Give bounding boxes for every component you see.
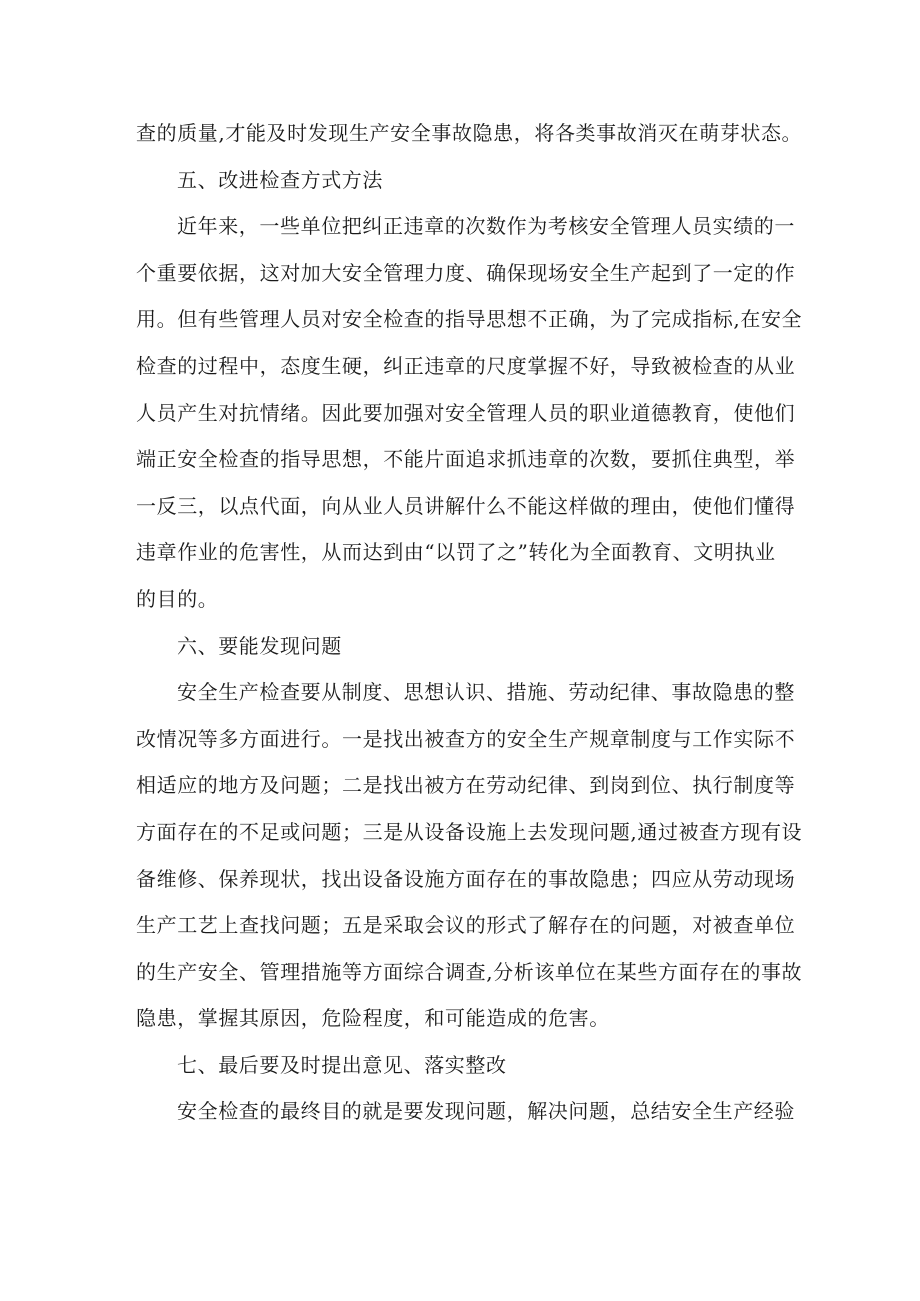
paragraph-line: 检查的过程中，态度生硬，纠正违章的尺度掌握不好，导致被检查的从业 [136,353,796,378]
paragraph-line: 备维修、保养现状，找出设备设施方面存在的事故隐患；四应从劳动现场 [136,866,796,891]
paragraph-line: 相适应的地方及问题；二是找出被方在劳动纪律、到岗到位、执行制度等 [136,773,796,798]
paragraph-line: 方面存在的不足或问题；三是从设备设施上去发现问题,通过被查方现有设 [136,819,803,844]
paragraph-line: 个重要依据，这对加大安全管理力度、确保现场安全生产起到了一定的作 [136,260,796,285]
document-body [136,110,803,1135]
section-heading-5: 五、改进检查方式方法 [177,167,383,192]
paragraph-line: 查的质量,才能及时发现生产安全事故隐患，将各类事故消灭在萌芽状态。 [136,121,803,145]
paragraph-line: 改情况等多方面进行。一是找出被查方的安全生产规章制度与工作实际不 [136,726,796,751]
paragraph-line: 安全检查的最终目的就是要发现问题，解决问题，总结安全生产经验 [177,1099,795,1124]
paragraph-line: 隐患，掌握其原因，危险程度，和可能造成的危害。 [136,1006,610,1031]
paragraph-line: 违章作业的危害性，从而达到由“以罚了之”转化为全面教育、文明执业 [136,540,776,565]
paragraph-line: 一反三，以点代面，向从业人员讲解什么不能这样做的理由，使他们懂得 [136,493,796,518]
paragraph-line: 安全生产检查要从制度、思想认识、措施、劳动纪律、事故隐患的整 [177,680,795,705]
paragraph-line: 的生产安全、管理措施等方面综合调查,分析该单位在某些方面存在的事故 [136,959,803,984]
section-heading-7: 七、最后要及时提出意见、落实整改 [177,1052,507,1077]
paragraph-line: 近年来，一些单位把纠正违章的次数作为考核安全管理人员实绩的一 [177,214,795,239]
section-heading-6: 六、要能发现问题 [177,633,342,658]
paragraph-line: 用。但有些管理人员对安全检查的指导思想不正确，为了完成指标,在安全 [136,307,803,332]
paragraph-line: 人员产生对抗情绪。因此要加强对安全管理人员的职业道德教育，使他们 [136,400,796,425]
paragraph-line: 的目的。 [136,586,219,611]
paragraph-line: 端正安全检查的指导思想，不能片面追求抓违章的次数，要抓住典型，举 [136,447,796,472]
paragraph-line: 生产工艺上查找问题；五是采取会议的形式了解存在的问题，对被查单位 [136,913,796,938]
